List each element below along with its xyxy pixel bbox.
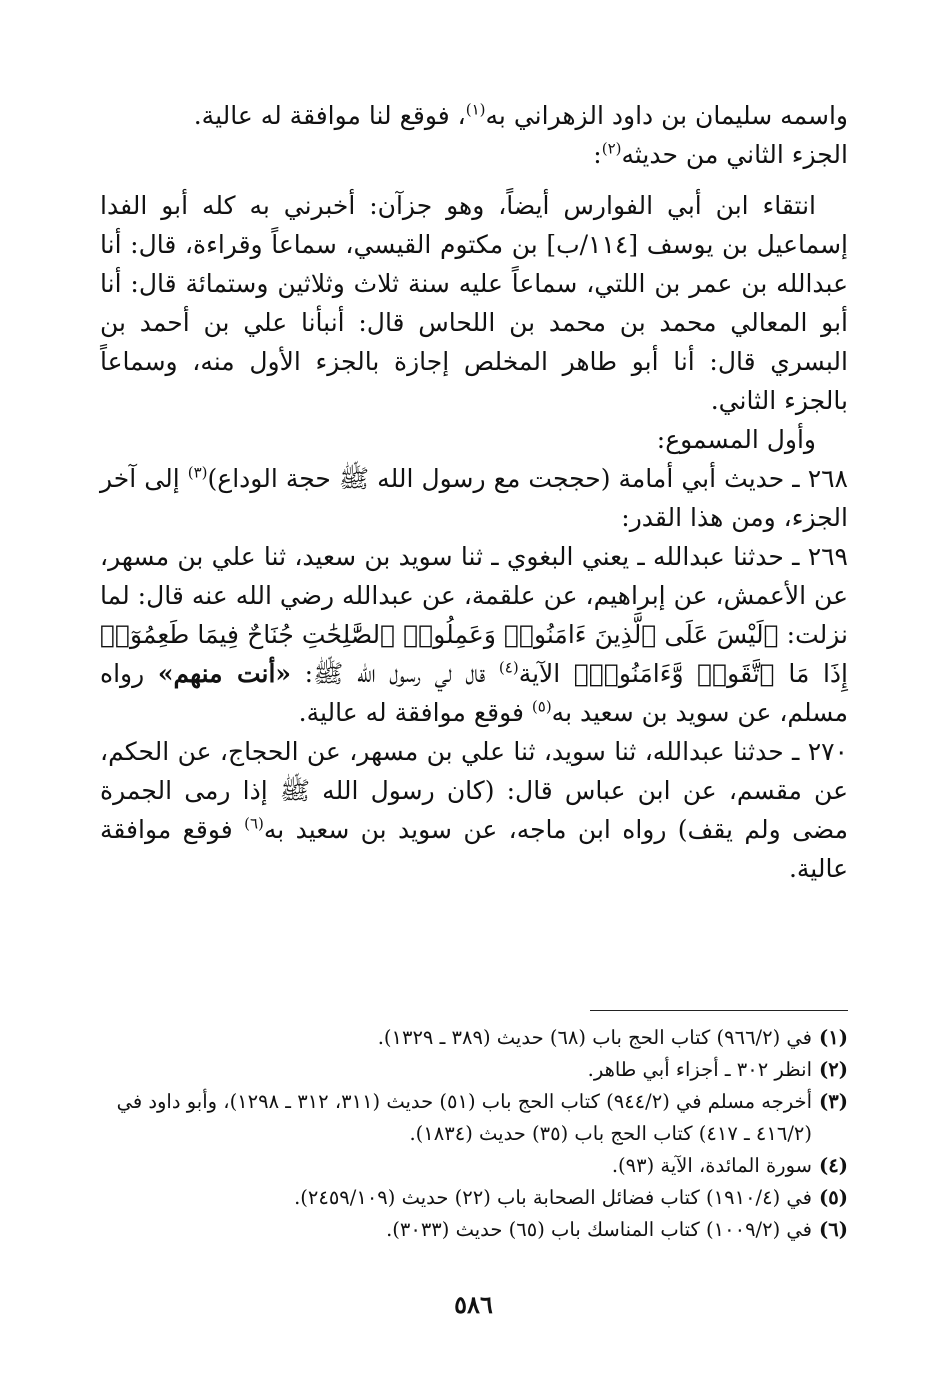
text-span: ، فوقع لنا موافقة له عالية. (193, 101, 466, 130)
footnote-ref: (٣) (187, 463, 208, 482)
text-span: إلى آخر الجزء، ومن هذا القدر: (100, 464, 848, 532)
footnote-item (100, 1054, 848, 1086)
hadith-269 (100, 537, 848, 732)
footnotes (100, 1022, 848, 1246)
footnote-text: في (١٠٠٩/٢) كتاب المناسك باب (٦٥) حديث (٣٠٣٣). (386, 1218, 812, 1241)
footnote-ref: (٢) (601, 139, 622, 158)
text-span: واسمه سليمان بن داود الزهراني به (485, 101, 848, 130)
footnote-item (100, 1022, 848, 1054)
opening-line (100, 96, 848, 135)
footnote-item (100, 1150, 848, 1182)
spacer (100, 174, 848, 186)
first-heard-line: وأول المسموع: (656, 425, 816, 454)
footnote-number: (٥) (819, 1186, 848, 1209)
hadith-268 (100, 459, 848, 537)
main-text (100, 96, 848, 888)
text-span: رواه مسلم، عن سويد بن سعيد به (100, 659, 848, 727)
text-span: فوقع موافقة له عالية. (298, 698, 532, 727)
footnote-ref: (٦) (244, 814, 264, 833)
footnote-item (100, 1214, 848, 1246)
footnote-ref: (٤) (498, 658, 519, 677)
footnote-text: أخرجه مسلم في (٩٤٤/٢) كتاب الحج باب (٥١) حديث (٣١١، ٣١٢ ـ ١٢٩٨)، وأبو داود في (٤١٦/٢ ـ ٤١٧) كتاب الحج باب (٣٥) حديث (١٨٣٤). (116, 1090, 812, 1145)
page-number: ٥٨٦ (454, 1290, 493, 1319)
footnote-ref: (١) (465, 100, 486, 119)
footnote-number: (٢) (819, 1058, 848, 1081)
isnad-paragraph: انتقاء ابن أبي الفوارس أيضاً، وهو جزآن: أخبرني به كله أبو الفدا إسماعيل بن يوسف [١١٤/ب] بن مكتوم القيسي، سماعاً وقراءة، قال: أنا عبدالله بن عمر بن اللتي، سماعاً عليه سنة ثلاث وثلاثين وستمائة قال: أنا أبو المعالي محمد بن محمد بن اللحاس قال: أنبأنا علي بن أحمد بن البسري قال: أنا أبو طاهر المخلص إجازة بالجزء الأول منه، وسماعاً بالجزء الثاني. (100, 191, 848, 415)
footnote-text: في (٩٦٦/٢) كتاب الحج باب (٦٨) حديث (٣٨٩ ـ ١٣٢٩). (377, 1026, 812, 1049)
prophet-quote: «أنت منهم» (157, 659, 292, 688)
footnote-text: انظر ٣٠٢ ـ أجزاء أبي طاهر. (587, 1058, 812, 1081)
text-span: قال لي رسول الله ﷺ: (291, 659, 499, 688)
text-span: ٢٦٨ ـ حديث أبي أمامة (حججت مع رسول الله ﷺ حجة الوداع) (207, 464, 848, 493)
footnote-number: (٣) (819, 1090, 848, 1113)
footnote-number: (١) (819, 1026, 848, 1049)
footnote-item (100, 1182, 848, 1214)
text-span: ٢٧٠ ـ حدثنا عبدالله، ثنا سويد، ثنا علي بن مسهر، عن الحجاج، عن الحكم، عن مقسم، عن ابن عباس قال: (كان رسول الله ﷺ إذا رمى الجمرة مضى ولم يقف) رواه ابن ماجه، عن سويد بن سعيد به (100, 737, 848, 844)
part-heading (100, 135, 848, 174)
text-span: فوقع موافقة عالية. (100, 815, 848, 883)
footnote-number: (٤) (819, 1154, 848, 1177)
footnote-ref: (٥) (531, 697, 552, 716)
footnote-text: في (١٩١٠/٤) كتاب فضائل الصحابة باب (٢٢) حديث (٢٤٥٩/١٠٩). (294, 1186, 812, 1209)
footnote-text: سورة المائدة، الآية (٩٣). (611, 1154, 812, 1177)
text-span: : (593, 140, 602, 169)
hadith-270 (100, 732, 848, 888)
footnote-number: (٦) (819, 1218, 848, 1241)
footnote-divider (590, 1010, 848, 1011)
text-span: ٢٦٩ ـ حدثنا عبدالله ـ يعني البغوي ـ ثنا سويد بن سعيد، ثنا علي بن مسهر، عن الأعمش، عن إبراهيم، عن علقمة، عن عبدالله رضي الله عنه قال: لما نزلت: ﴿لَيْسَ عَلَى ٱلَّذِينَ ءَامَنُوا۟ وَعَمِلُوا۟ ٱلصَّٰلِحَٰتِ جُنَاحٌ فِيمَا طَعِمُوٓا۟ إِذَا مَا ٱتَّقَوا۟ وَّءَامَنُوا۟﴾ الآية (100, 542, 849, 688)
text-span: الجزء الثاني من حديثه (621, 140, 848, 169)
footnote-item (100, 1086, 848, 1150)
